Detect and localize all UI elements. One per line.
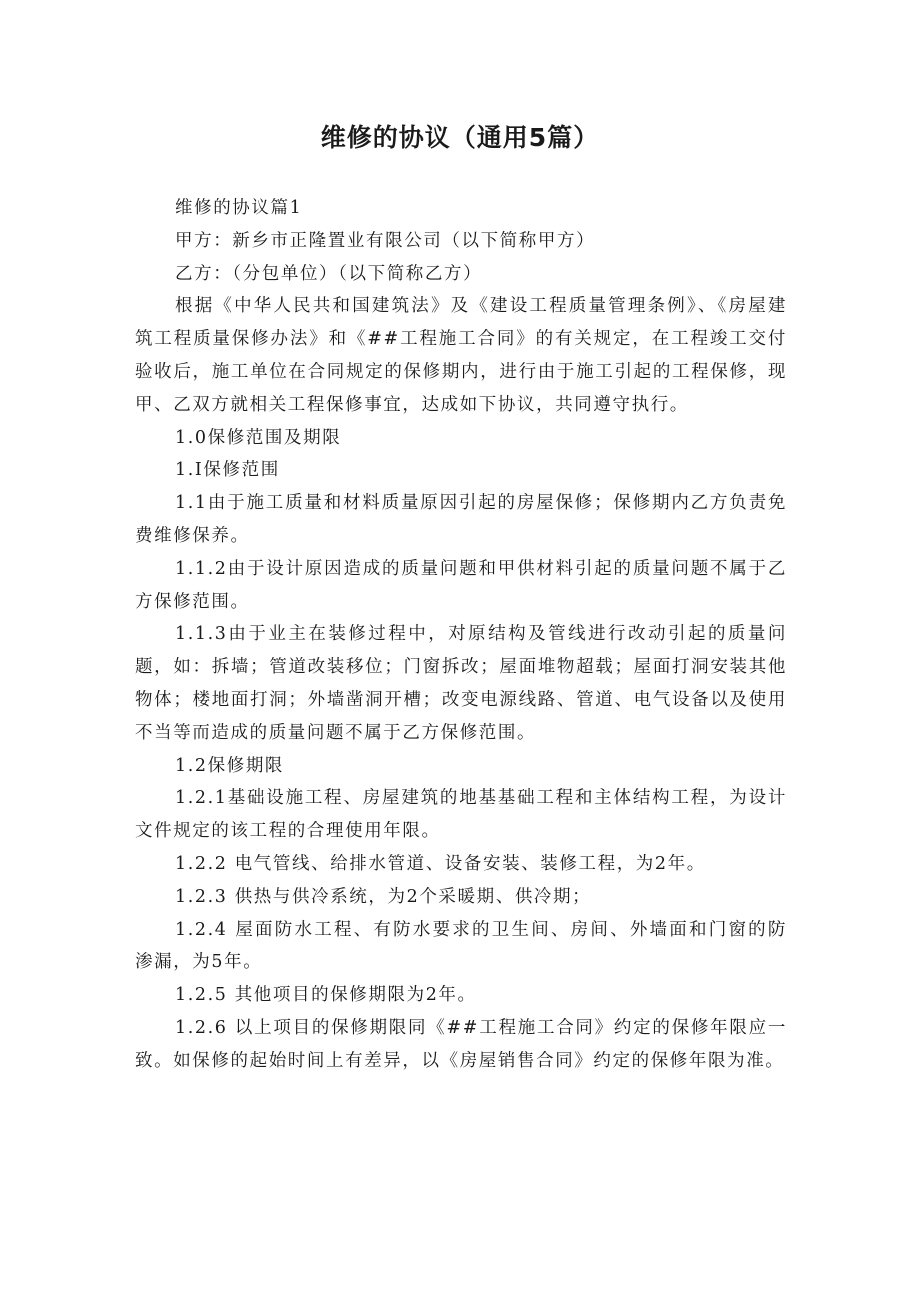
clause-1-0-heading: 1.0保修范围及期限 (175, 427, 342, 448)
party-b-line: 乙方：（分包单位）（以下简称乙方） (175, 263, 483, 284)
clause-1-1-3: 1.1.3由于业主在装修过程中，对原结构及管线进行改动引起的质量问题，如：拆墙；管道改装移位；门窗拆改；屋面堆物超载；屋面打洞安装其他物体；楼地面打洞；外墙凿洞开槽；改变电源线路、管道、电气设备以及使用不当等而造成的质量问题不属于乙方保修范围。 (135, 624, 787, 743)
clause-1-1-1: 1.1由于施工质量和材料质量原因引起的房屋保修；保修期内乙方负责免费维修保养。 (135, 493, 787, 546)
clause-1-1-2: 1.1.2由于设计原因造成的质量问题和甲供材料引起的质量问题不属于乙方保修范围。 (135, 558, 787, 612)
party-a-line: 甲方：新乡市正隆置业有限公司（以下简称甲方） (175, 230, 596, 251)
clause-1-2-3: 1.2.3 供热与供冷系统，为2个采暖期、供冷期； (175, 886, 592, 907)
clause-1-2-heading: 1.2保修期限 (175, 755, 285, 776)
clause-1-1-heading: 1.I保修范围 (175, 460, 280, 481)
clause-1-2-5: 1.2.5 其他项目的保修期限为2年。 (175, 985, 477, 1006)
clause-1-2-2: 1.2.2 电气管线、给排水管道、设备安装、装修工程，为2年。 (175, 853, 706, 874)
clause-1-2-4: 1.2.4 屋面防水工程、有防水要求的卫生间、房间、外墙面和门窗的防渗漏，为5年。 (135, 919, 787, 973)
document-body (135, 192, 787, 1078)
section-heading-part-1: 维修的协议篇1 (175, 198, 303, 218)
clause-1-2-1: 1.2.1基础设施工程、房屋建筑的地基基础工程和主体结构工程，为设计文件规定的该工程的合理使用年限。 (135, 788, 787, 842)
clause-1-2-6: 1.2.6 以上项目的保修期限同《##工程施工合同》约定的保修年限应一致。如保修的起始时间上有差异，以《房屋销售合同》约定的保修年限为准。 (135, 1017, 787, 1071)
preamble-paragraph: 根据《中华人民共和国建筑法》及《建设工程质量管理条例》、《房屋建筑工程质量保修办法》和《##工程施工合同》的有关规定，在工程竣工交付验收后，施工单位在合同规定的保修期内，进行由于施工引起的工程保修，现甲、乙双方就相关工程保修事宜，达成如下协议，共同遵守执行。 (135, 296, 787, 415)
document-title: 维修的协议（通用5篇） (320, 123, 600, 152)
